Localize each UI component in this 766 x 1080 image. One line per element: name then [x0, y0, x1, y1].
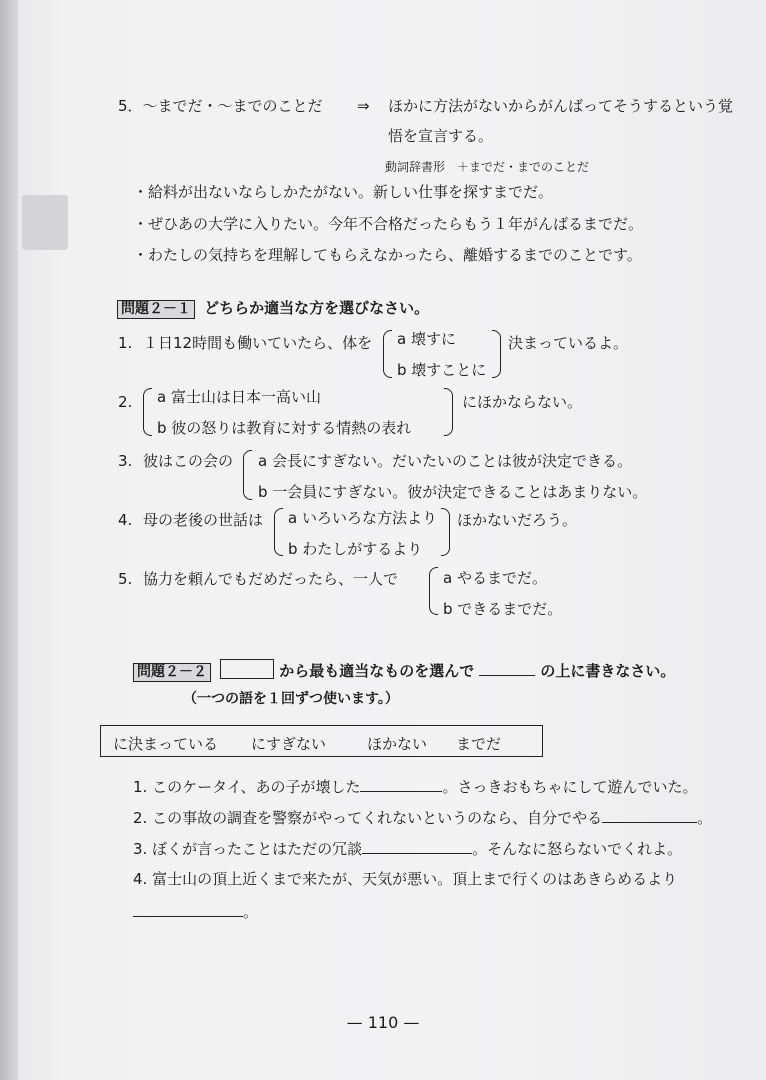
- page-number: — 110 —: [346, 1013, 420, 1032]
- q21-item-2-num: 2.: [118, 393, 133, 411]
- q21-item-4-stem: 母の老後の世話は: [143, 511, 264, 529]
- q22-item-3: [133, 839, 682, 858]
- word-box-placeholder: [220, 659, 274, 679]
- q22-item-1-num: 1.: [133, 778, 148, 796]
- q21-item-4-option-b[interactable]: b わたしがするより: [288, 540, 423, 558]
- grammar-meaning-line2: 悟を宣言する。: [388, 127, 494, 145]
- grammar-example-2: ・ぜひあの大学に入りたい。今年不合格だったらもう１年がんばるまでだ。: [133, 215, 644, 233]
- q22-item-2-pre: この事故の調査を警察がやってくれないというのなら、自分でやる: [152, 809, 603, 827]
- q21-item-2-option-a[interactable]: a 富士山は日本一高い山: [157, 388, 321, 406]
- q22-item-2: [133, 808, 712, 827]
- brace-left: [429, 567, 438, 615]
- q22-instruction-a: から最も適当なものを選んで: [279, 662, 475, 680]
- page-binding: [0, 0, 18, 1080]
- q22-item-2-post: 。: [697, 809, 713, 827]
- grammar-meaning-line1: ほかに方法がないからがんばってそうするという覚: [388, 97, 734, 115]
- q22-item-2-num: 2.: [133, 809, 148, 827]
- word-choice-3[interactable]: ほかない: [367, 735, 428, 753]
- q22-label: 問題２－２: [133, 663, 211, 682]
- q21-item-1-option-b[interactable]: b 壊すことに: [397, 361, 487, 379]
- q21-item-4-tail: ほかないだろう。: [457, 511, 578, 529]
- word-choice-2[interactable]: にすぎない: [251, 735, 327, 753]
- grammar-heading: 5．～までだ・～までのことだ: [118, 97, 323, 115]
- q22-item-3-pre: ぼくが言ったことはただの冗談: [152, 840, 363, 858]
- grammar-example-1: ・給料が出ないならしかたがない。新しい仕事を探すまでだ。: [133, 183, 554, 201]
- q21-label: 問題２－１: [117, 300, 195, 319]
- answer-blank[interactable]: [133, 902, 243, 917]
- q21-item-3-stem: 彼はこの会の: [143, 452, 234, 470]
- q22-item-4: [133, 870, 677, 888]
- q22-instruction-b: の上に書きなさい。: [540, 662, 676, 680]
- word-choice-box: [100, 725, 543, 757]
- brace-left: [143, 388, 152, 436]
- q22-item-1-post: 。さっきおもちゃにして遊んでいた。: [442, 778, 698, 796]
- q21-item-3-option-a[interactable]: a 会長にすぎない。だいたいのことは彼が決定できる。: [258, 452, 632, 470]
- q21-item-1-tail: 決まっているよ。: [508, 334, 629, 352]
- q21-item-1-option-a[interactable]: a 壊すに: [397, 330, 456, 348]
- answer-blank[interactable]: [360, 777, 442, 792]
- brace-left: [274, 508, 283, 556]
- q22-item-1: [133, 777, 697, 796]
- q21-item-1-stem: １日12時間も働いていたら、体を: [143, 334, 373, 352]
- arrow-icon: ⇒: [357, 97, 370, 115]
- q21-item-5-option-a[interactable]: a やるまでだ。: [443, 569, 547, 587]
- blank-line: [479, 661, 535, 676]
- answer-blank[interactable]: [362, 839, 472, 854]
- q21-item-1-num: 1.: [118, 334, 133, 352]
- chapter-side-tab: [22, 195, 68, 250]
- q22-item-1-pre: このケータイ、あの子が壊した: [152, 778, 361, 796]
- q21-item-5-stem: 協力を頼んでもだめだったら、一人で: [143, 570, 399, 588]
- grammar-example-3: ・わたしの気持ちを理解してもらえなかったら、離婚するまでのことです。: [133, 246, 642, 264]
- q21-item-2-option-b[interactable]: b 彼の怒りは教育に対する情熱の表れ: [157, 419, 412, 437]
- answer-blank[interactable]: [602, 808, 697, 823]
- q21-item-3-num: 3.: [118, 452, 133, 470]
- q21-instruction: どちらか適当な方を選びなさい。: [204, 299, 430, 317]
- brace-left: [243, 450, 252, 500]
- word-choice-4[interactable]: までだ: [456, 735, 502, 753]
- q22-item-4-post: 。: [243, 903, 259, 921]
- q22-header: [133, 659, 675, 682]
- q22-item-4-num: 4.: [133, 870, 148, 888]
- brace-right: [492, 330, 501, 378]
- brace-right: [444, 388, 453, 436]
- q22-note: （一つの語を１回ずつ使います。）: [183, 691, 399, 707]
- q21-item-5-option-b[interactable]: b できるまでだ。: [443, 600, 563, 618]
- q22-item-3-post: 。そんなに怒らないでくれよ。: [472, 840, 683, 858]
- q22-item-4-answer: [133, 902, 258, 921]
- q21-header: [117, 297, 429, 319]
- q21-item-4-option-a[interactable]: a いろいろな方法より: [288, 509, 437, 527]
- q22-item-3-num: 3.: [133, 840, 148, 858]
- q21-item-3-option-b[interactable]: b 一会員にすぎない。彼が決定できることはあまりない。: [258, 483, 648, 501]
- word-choice-1[interactable]: に決まっている: [113, 735, 219, 753]
- q21-item-2-tail: にほかならない。: [462, 393, 583, 411]
- q21-item-5-num: 5.: [118, 570, 133, 588]
- brace-left: [383, 330, 392, 378]
- q22-item-4-pre: 富士山の頂上近くまで来たが、天気が悪い。頂上まで行くのはあきらめるより: [152, 870, 678, 888]
- grammar-pattern: 動詞辞書形 ＋までだ・までのことだ: [385, 160, 590, 174]
- brace-right: [441, 508, 450, 556]
- q21-item-4-num: 4.: [118, 511, 133, 529]
